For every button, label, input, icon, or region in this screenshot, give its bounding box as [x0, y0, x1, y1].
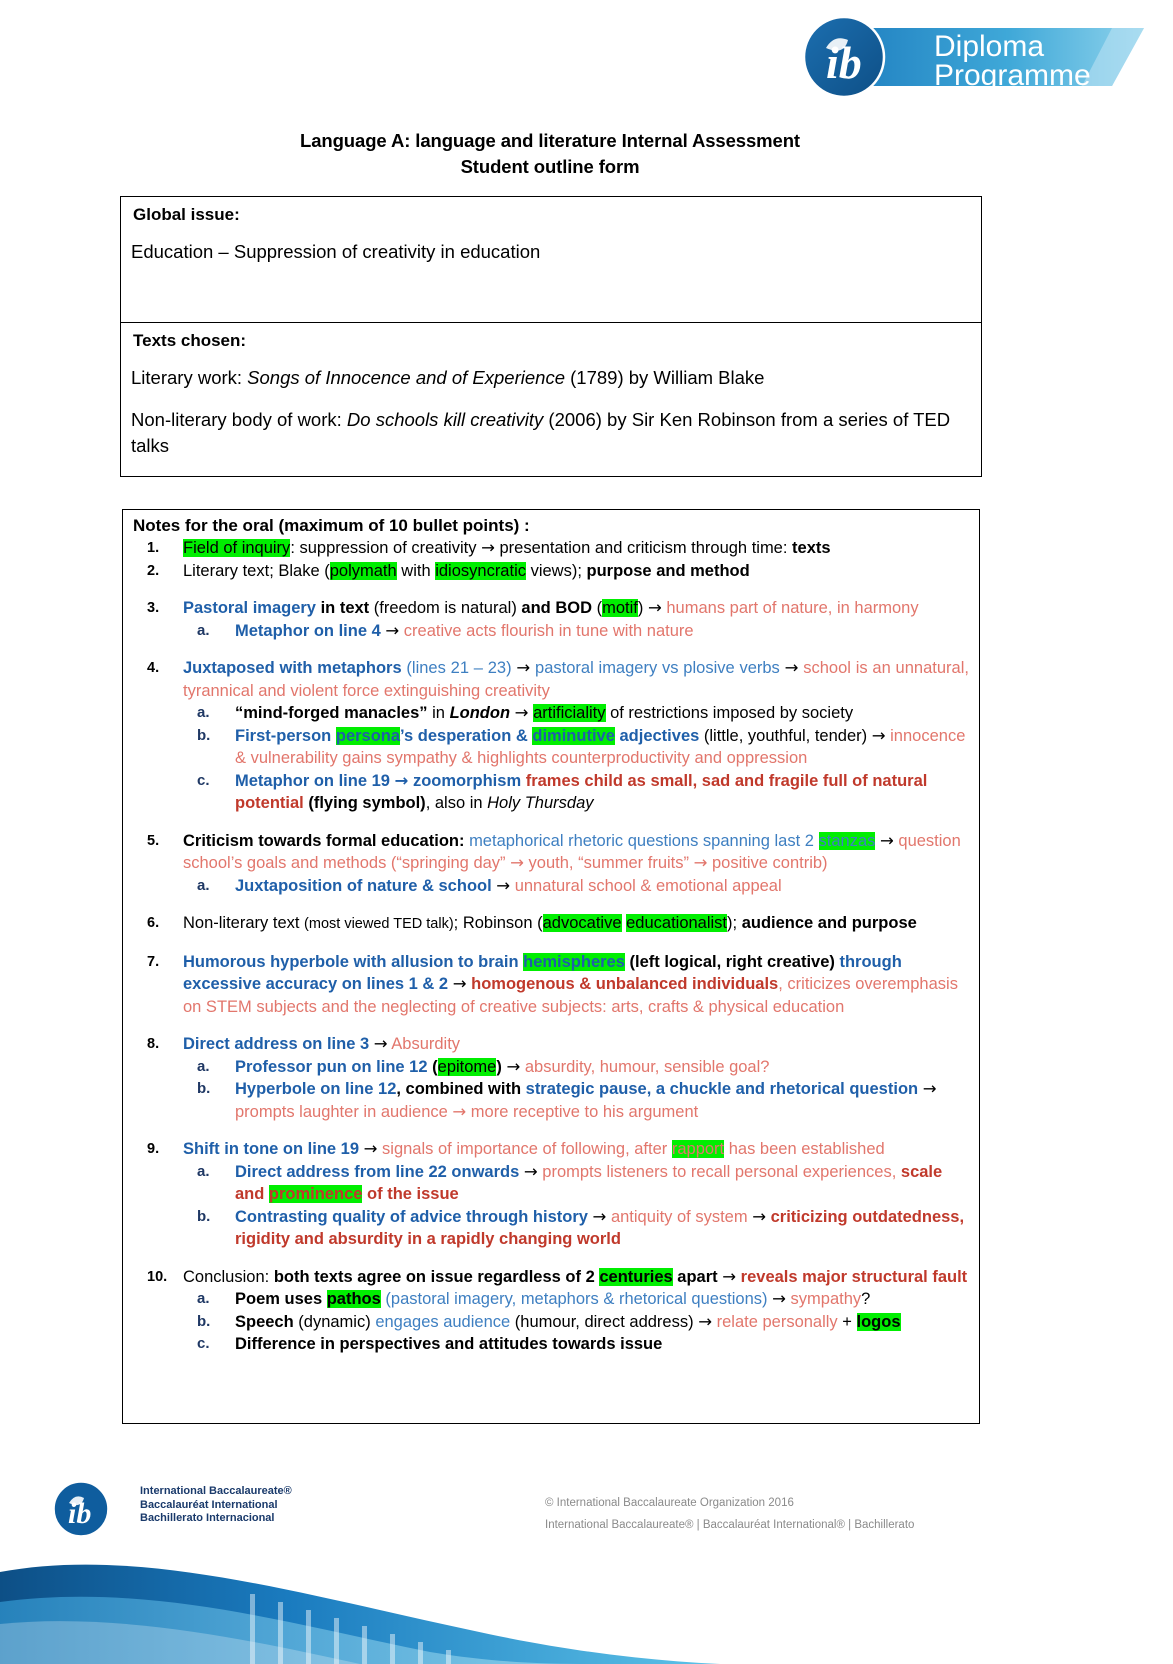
list-item-text: Pastoral imagery in text (freedom is natural) and BOD (motif) → humans part of nature, in harmony — [183, 598, 919, 617]
nonliterary-title: Do schools kill creativity — [346, 409, 544, 430]
sub-list-item-text: Direct address from line 22 onwards → prompts listeners to recall personal experiences, scale and prominence of the issue — [235, 1161, 943, 1203]
nonliterary-suffix: (2006) by Sir Ken Robinson from a series of TED talks — [131, 409, 951, 456]
sub-list-item-text: Contrasting quality of advice through history → antiquity of system → criticizing outdatedness, rigidity and absurdity in a rapidly changing world — [235, 1206, 965, 1248]
footer-copyright-line1: © International Baccalaureate Organization 2016 — [545, 1497, 794, 1509]
page-title — [0, 128, 1100, 180]
sub-list-item[interactable] — [183, 1333, 969, 1356]
global-issue-box — [120, 196, 982, 323]
sub-list — [183, 1056, 969, 1124]
list-item[interactable] — [133, 830, 969, 898]
sub-list-item-text: Hyperbole on line 12, combined with strategic pause, a chuckle and rhetorical question → prompts laughter in audience → more receptive to his argument — [235, 1079, 937, 1121]
sub-list-item-number: b. — [197, 1207, 211, 1225]
footer-ib-logo — [48, 1479, 292, 1544]
ib-circle-icon — [48, 1479, 120, 1539]
sub-list-item[interactable] — [183, 1078, 969, 1123]
global-issue-value[interactable]: Education – Suppression of creativity in education — [131, 241, 541, 262]
literary-prefix: Literary work: — [131, 367, 248, 388]
sub-list-item-number: a. — [197, 621, 210, 639]
texts-chosen-box — [120, 322, 982, 477]
sub-list-item[interactable] — [183, 702, 969, 725]
footer-copyright — [545, 1492, 995, 1536]
sub-list-item-number: b. — [197, 1312, 211, 1330]
list-item[interactable] — [133, 597, 969, 642]
sub-list — [183, 620, 969, 643]
logo-line1: Diploma — [934, 30, 1045, 63]
list-item[interactable] — [133, 951, 969, 1019]
list-item-number: 8. — [147, 1036, 160, 1052]
sub-list-item[interactable] — [183, 770, 969, 815]
list-item-number: 1. — [147, 540, 160, 556]
sub-list-item[interactable] — [183, 1288, 969, 1311]
sub-list-item-number: a. — [197, 1162, 210, 1180]
sub-list-item-text: First-person persona’s desperation & diminutive adjectives (little, youthful, tender) → innocence & vulnerability gains sympathy & highlights counterproductivity and oppression — [235, 725, 966, 767]
notes-heading: Notes for the oral (maximum of 10 bullet points) : — [133, 516, 530, 535]
sub-list-item-number: c. — [197, 771, 210, 789]
texts-chosen-value[interactable] — [121, 351, 981, 459]
sub-list-item-text: Metaphor on line 19 → zoomorphism frames child as small, sad and fragile full of natural potential (flying symbol), also in Holy Thursday — [235, 770, 928, 812]
sub-list-item[interactable] — [183, 1056, 969, 1079]
sub-list-item-text: Juxtaposition of nature & school → unnatural school & emotional appeal — [235, 875, 782, 895]
sub-list-item-number: a. — [197, 876, 210, 894]
sub-list-item-text: Difference in perspectives and attitudes towards issue — [235, 1335, 663, 1353]
logo-line2: Programme — [934, 59, 1091, 92]
footer-org-name — [140, 1485, 292, 1526]
texts-chosen-label: Texts chosen: — [133, 331, 247, 350]
list-item[interactable] — [133, 657, 969, 815]
notes-list — [123, 537, 979, 1356]
ib-diploma-programme-logo — [782, 8, 1162, 108]
sub-list-item-text: Professor pun on line 12 (epitome) → absurdity, humour, sensible goal? — [235, 1056, 770, 1076]
global-issue-label: Global issue: — [133, 205, 240, 224]
list-item-number: 2. — [147, 562, 160, 579]
sub-list-item-number: a. — [197, 1290, 210, 1307]
list-item-text: Conclusion: both texts agree on issue regardless of 2 centuries apart → reveals major structural fault — [183, 1266, 968, 1286]
footer-org-line3: Bachillerato Internacional — [140, 1512, 275, 1524]
list-item-text: Non-literary text (most viewed TED talk); Robinson (advocative educationalist); audience and purpose — [183, 914, 917, 932]
literary-work-line — [131, 365, 981, 391]
list-item-number: 3. — [147, 600, 160, 616]
sub-list-item[interactable] — [183, 620, 969, 643]
sub-list — [183, 702, 969, 815]
list-item-number: 9. — [147, 1141, 160, 1157]
list-item[interactable] — [133, 1033, 969, 1123]
list-item-text: Direct address on line 3 → Absurdity — [183, 1034, 461, 1053]
list-item-text: Literary text; Blake (polymath with idiosyncratic views); purpose and method — [183, 561, 750, 580]
sub-list — [183, 1161, 969, 1251]
list-item[interactable] — [133, 1266, 969, 1356]
nonliterary-prefix: Non-literary body of work: — [131, 409, 347, 430]
sub-list-item-number: a. — [197, 704, 210, 721]
list-item-text: Criticism towards formal education: metaphorical rhetoric questions spanning last 2 stanzas → question school’s goals and methods (“springing day” → youth, “summer fruits” → positive contrib) — [183, 830, 961, 872]
list-item-number: 10. — [147, 1268, 168, 1285]
ib-logo-icon — [782, 8, 1162, 108]
list-item-text: Field of inquiry: suppression of creativity → presentation and criticism through time: texts — [183, 538, 831, 557]
sub-list-item[interactable] — [183, 725, 969, 770]
list-item-text: Shift in tone on line 19 → signals of importance of following, after rapport has been established — [183, 1139, 885, 1158]
literary-title: Songs of Innocence and of Experience — [247, 367, 565, 388]
sub-list-item-number: b. — [197, 1080, 211, 1097]
sub-list-item-text: “mind-forged manacles” in London → artificiality of restrictions imposed by society — [235, 703, 854, 722]
list-item-number: 7. — [147, 953, 160, 970]
notes-box — [122, 509, 980, 1424]
sub-list-item[interactable] — [183, 875, 969, 898]
list-item[interactable] — [133, 537, 969, 560]
list-item[interactable] — [133, 912, 969, 936]
footer-org-line1: International Baccalaureate® — [140, 1485, 292, 1497]
sub-list-item-number: b. — [197, 726, 211, 744]
sub-list-item-text: Speech (dynamic) engages audience (humour, direct address) → relate personally + logos — [235, 1311, 901, 1331]
list-item-number: 4. — [147, 660, 160, 676]
list-item-number: 5. — [147, 832, 160, 849]
sub-list-item-number: c. — [197, 1335, 210, 1352]
list-item-number: 6. — [147, 915, 160, 931]
sub-list-item[interactable] — [183, 1206, 969, 1251]
list-item[interactable] — [133, 1138, 969, 1251]
footer-org-line2: Baccalauréat International — [140, 1498, 278, 1511]
list-item[interactable] — [133, 560, 969, 583]
svg-text:ib: ib — [826, 37, 862, 88]
nonliterary-work-line — [131, 407, 981, 459]
footer-copyright-line2: International Baccalaureate® | Baccalauréat International® | Bachillerato — [545, 1519, 915, 1531]
sub-list — [183, 1288, 969, 1356]
list-item-text: Juxtaposed with metaphors (lines 21 – 23) → pastoral imagery vs plosive verbs → school is an unnatural, tyrannical and violent force extinguishing creativity — [183, 658, 969, 700]
sub-list-item-text: Metaphor on line 4 → creative acts flourish in tune with nature — [235, 620, 694, 640]
sub-list-item[interactable] — [183, 1161, 969, 1206]
sub-list-item-text: Poem uses pathos (pastoral imagery, metaphors & rhetorical questions) → sympathy? — [235, 1289, 871, 1308]
sub-list — [183, 875, 969, 898]
sub-list-item[interactable] — [183, 1311, 969, 1334]
sub-list-item-number: a. — [197, 1057, 210, 1075]
svg-text:ib: ib — [68, 1497, 92, 1530]
list-item-text: Humorous hyperbole with allusion to brain hemispheres (left logical, right creative) through excessive accuracy on lines 1 & 2 → homogenous & unbalanced individuals, criticizes overemphasis on STEM subjects and the neglecting of creative subjects: arts, crafts & physical education — [183, 952, 958, 1016]
title-line-2: Student outline form — [460, 156, 640, 177]
title-line-1: Language A: language and literature Internal Assessment — [300, 130, 800, 151]
literary-suffix: (1789) by William Blake — [564, 367, 765, 388]
